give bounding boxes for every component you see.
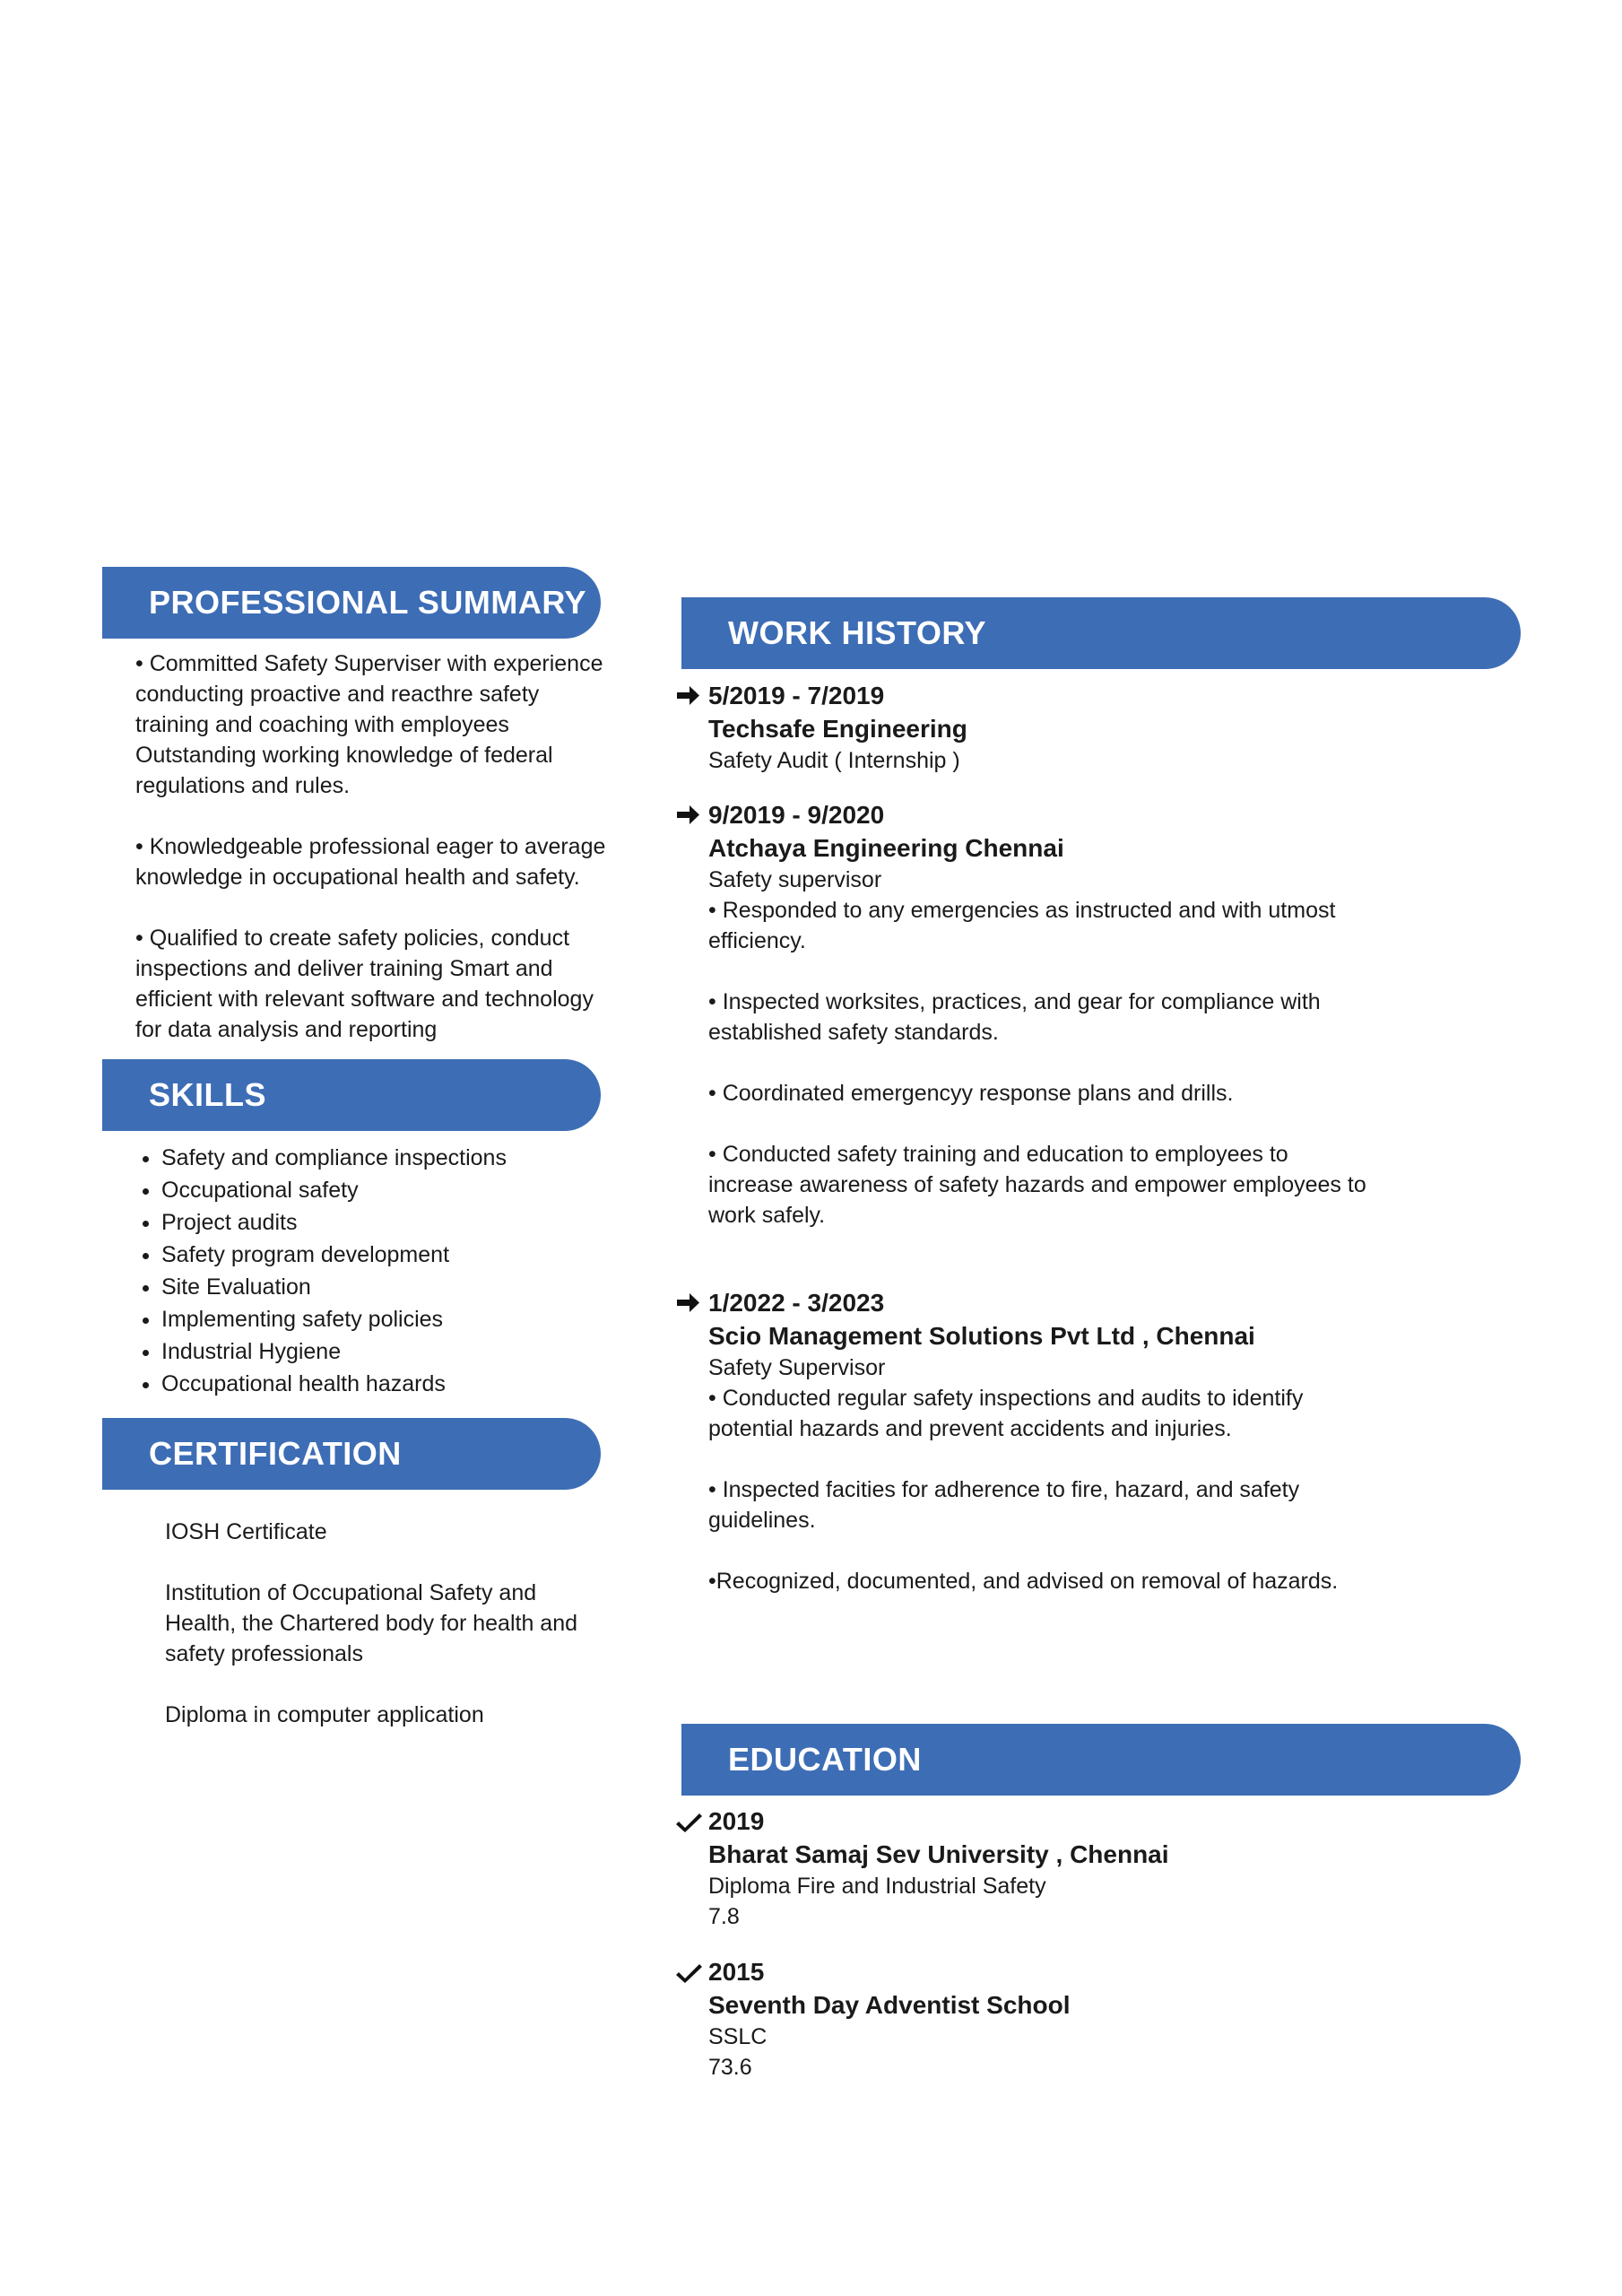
certification-item: Institution of Occupational Safety and Health, the Chartered body for health and safety professionals	[165, 1580, 578, 1666]
skill-item: • Safety and compliance inspections	[161, 1142, 646, 1174]
work-entry-bullets	[708, 895, 1372, 1231]
summary-paragraph: • Knowledgeable professional eager to average knowledge in occupational health and safety.	[135, 834, 606, 890]
education-score: 73.6	[708, 2055, 752, 2080]
certification-heading: CERTIFICATION	[102, 1418, 601, 1490]
work-entry	[708, 1286, 1372, 1596]
skill-item: • Industrial Hygiene	[161, 1335, 646, 1368]
arrow-right-icon	[674, 798, 701, 831]
checkmark-icon	[676, 1955, 703, 1988]
professional-summary-heading: PROFESSIONAL SUMMARY	[102, 567, 601, 639]
work-bullet: • Coordinated emergencyy response plans and drills.	[708, 1081, 1234, 1106]
skill-item: • Site Evaluation	[161, 1271, 646, 1303]
work-bullet: • Inspected facities for adherence to fire, hazard, and safety guidelines.	[708, 1477, 1300, 1533]
education-entry	[708, 1805, 1372, 1932]
skill-item: • Safety program development	[161, 1239, 646, 1271]
work-entry-dates-row	[708, 798, 1372, 831]
education-heading: EDUCATION	[681, 1724, 1521, 1796]
education-year-row	[708, 1955, 1372, 1988]
work-entry-dates-row	[708, 1286, 1372, 1319]
work-entry-dates: 5/2019 - 7/2019	[708, 682, 885, 709]
education-year-row	[708, 1805, 1372, 1838]
education-year: 2019	[708, 1807, 765, 1835]
education-score: 7.8	[708, 1904, 740, 1929]
work-bullet: • Conducted safety training and education to employees to increase awareness of safety hazards and empower employees to work safely.	[708, 1142, 1366, 1228]
work-entry-dates: 9/2019 - 9/2020	[708, 801, 885, 829]
work-bullet: • Inspected worksites, practices, and gear for compliance with established safety standards.	[708, 989, 1321, 1045]
certification-list	[165, 1517, 604, 1730]
education-year: 2015	[708, 1958, 765, 1986]
work-entry-company: Techsafe Engineering	[708, 715, 967, 743]
professional-summary-text	[135, 648, 611, 1045]
work-entry-role: Safety Supervisor	[708, 1355, 886, 1380]
certification-item: IOSH Certificate	[165, 1519, 327, 1544]
summary-paragraph: • Committed Safety Superviser with experience conducting proactive and reacthre safety training and coaching with employees Outstanding working knowledge of federal regulations and rules.	[135, 651, 603, 798]
arrow-right-icon	[674, 1286, 701, 1319]
education-course: Diploma Fire and Industrial Safety	[708, 1874, 1046, 1899]
skills-list	[102, 1142, 646, 1400]
work-entry-role: Safety Audit ( Internship )	[708, 748, 960, 773]
work-entry	[708, 798, 1372, 1231]
education-entry	[708, 1955, 1372, 2083]
education-course: SSLC	[708, 2024, 768, 2049]
work-bullet: • Responded to any emergencies as instructed and with utmost efficiency.	[708, 898, 1336, 953]
work-history-heading: WORK HISTORY	[681, 597, 1521, 669]
certification-item: Diploma in computer application	[165, 1702, 484, 1727]
checkmark-icon	[676, 1805, 703, 1838]
work-bullet: •Recognized, documented, and advised on removal of hazards.	[708, 1569, 1339, 1594]
work-entry-bullets	[708, 1383, 1372, 1596]
skill-item: • Occupational safety	[161, 1174, 646, 1206]
work-entry-role: Safety supervisor	[708, 867, 882, 892]
work-entry-company: Atchaya Engineering Chennai	[708, 834, 1064, 862]
work-entry-company: Scio Management Solutions Pvt Ltd , Chennai	[708, 1322, 1255, 1350]
work-entry-dates: 1/2022 - 3/2023	[708, 1289, 885, 1317]
skill-item: • Project audits	[161, 1206, 646, 1239]
work-entry	[708, 679, 1372, 776]
arrow-right-icon	[674, 679, 701, 712]
education-school: Bharat Samaj Sev University , Chennai	[708, 1840, 1169, 1868]
work-bullet: • Conducted regular safety inspections and audits to identify potential hazards and prevent accidents and injuries.	[708, 1386, 1304, 1441]
skill-item: • Implementing safety policies	[161, 1303, 646, 1335]
work-entry-dates-row	[708, 679, 1372, 712]
skills-heading: SKILLS	[102, 1059, 601, 1131]
summary-paragraph: • Qualified to create safety policies, conduct inspections and deliver training Smart and efficient with relevant software and technology for data analysis and reporting	[135, 926, 594, 1042]
education-school: Seventh Day Adventist School	[708, 1991, 1071, 2019]
skill-item: • Occupational health hazards	[161, 1368, 646, 1400]
